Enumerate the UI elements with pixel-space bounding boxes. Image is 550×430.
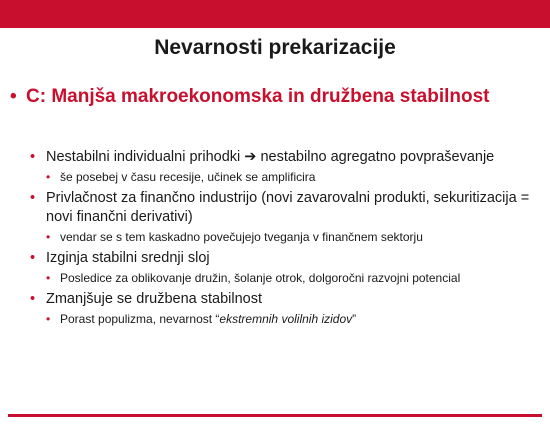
bullet-list xyxy=(30,148,545,331)
bullet-dot: • xyxy=(30,250,36,266)
subtitle-bullet: • xyxy=(10,86,17,107)
slide-subtitle xyxy=(10,86,546,108)
sub-bullet-dot: • xyxy=(46,312,51,326)
item-text: Izginja stabilni srednji sloj xyxy=(46,250,210,266)
list-item xyxy=(30,249,545,268)
item-text: Privlačnost za finančno industrijo (novi zavarovalni produkti, sekuritizacija = novi finančni derivativi) xyxy=(46,190,530,225)
sub-item-text: Porast populizma, nevarnost “ xyxy=(60,312,220,326)
sub-item-text: Posledice za oblikovanje družin, šolanje otrok, dolgoročni razvojni potencial xyxy=(60,271,461,285)
item-text-continued: nestabilno agregatno povpraševanje xyxy=(256,149,495,165)
sub-item-text: še posebej v času recesije, učinek se amplificira xyxy=(60,170,316,184)
top-accent-bar xyxy=(0,0,550,28)
sub-bullet-dot: • xyxy=(46,230,51,244)
list-item xyxy=(30,290,545,309)
sub-list-item xyxy=(30,271,545,286)
subtitle-text: C: Manjša makroekonomska in družbena stabilnost xyxy=(26,86,490,107)
bottom-divider xyxy=(8,414,542,417)
list-item xyxy=(30,189,545,227)
arrow-right-icon: ➔ xyxy=(244,149,257,165)
item-text: Nestabilni individualni prihodki xyxy=(46,149,245,165)
sub-list-item xyxy=(30,170,545,185)
sub-bullet-dot: • xyxy=(46,170,51,184)
bullet-dot: • xyxy=(30,291,36,307)
bullet-dot: • xyxy=(30,149,36,165)
slide-title: Nevarnosti prekarizacije xyxy=(154,36,396,59)
sub-list-item xyxy=(30,230,545,245)
bullet-dot: • xyxy=(30,190,36,206)
sub-item-text-suffix: ” xyxy=(352,312,357,326)
sub-bullet-dot: • xyxy=(46,271,51,285)
item-text: Zmanjšuje se družbena stabilnost xyxy=(46,291,263,307)
sub-item-text: vendar se s tem kaskadno povečujejo tveganja v finančnem sektorju xyxy=(60,230,423,244)
sub-item-italic-text: ekstremnih volilnih izidov xyxy=(219,312,353,326)
list-item xyxy=(30,148,545,167)
sub-list-item xyxy=(30,312,545,327)
